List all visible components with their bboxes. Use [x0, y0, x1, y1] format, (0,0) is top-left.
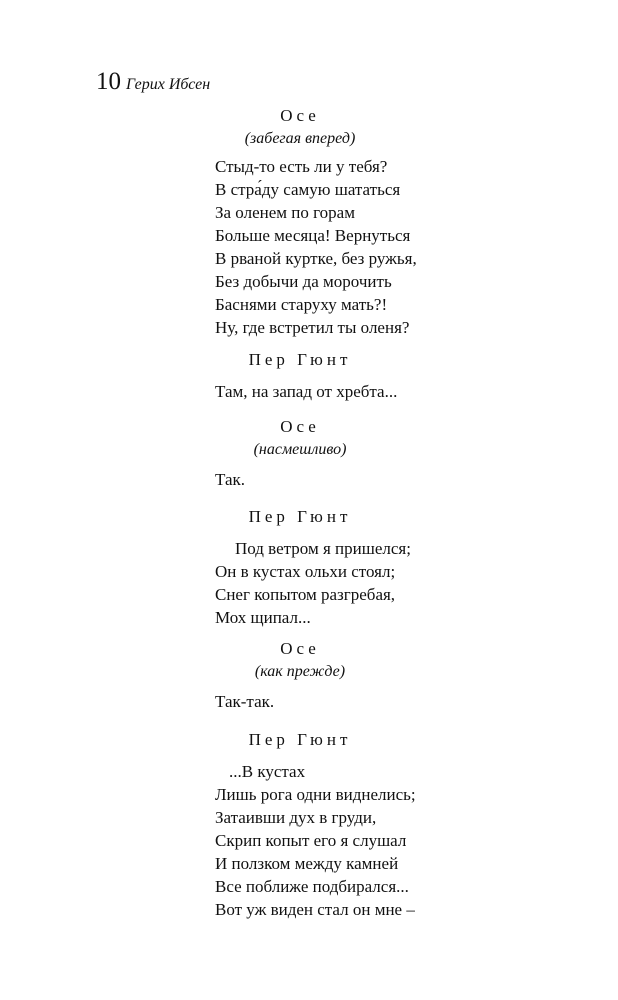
- running-head: [96, 68, 210, 96]
- speaker-name: Пер Гюнт: [248, 350, 352, 369]
- verse-line: Без добычи да морочить: [215, 272, 392, 291]
- verse-line: Все поближе подбирался...: [215, 877, 409, 896]
- verse-line: Мох щипал...: [215, 608, 311, 627]
- verse-line: Под ветром я пришелся;: [235, 539, 411, 558]
- verse-line: Больше месяца! Вернуться: [215, 226, 411, 245]
- verse-line: Скрип копыт его я слушал: [215, 831, 407, 850]
- stage-direction: (насмешливо): [253, 441, 347, 458]
- verse-lines: [215, 537, 411, 629]
- verse-line: Там, на запад от хребта...: [215, 382, 398, 401]
- stage-direction: (забегая вперед): [244, 130, 356, 147]
- verse-line: ...В кустах: [229, 762, 306, 781]
- stage-direction: (как прежде): [254, 663, 346, 680]
- verse-line: Так-так.: [215, 692, 275, 711]
- verse-line: Ну, где встретил ты оленя?: [215, 318, 410, 337]
- speaker-name: Пер Гюнт: [248, 507, 352, 526]
- page-number: 10: [96, 68, 121, 95]
- verse-lines: [215, 380, 397, 403]
- verse-line: В стра́ду самую шататься: [215, 180, 401, 199]
- verse-line: Вот уж виден стал он мне –: [215, 900, 415, 919]
- verse-lines: [215, 155, 417, 339]
- verse-line: Затаивши дух в груди,: [215, 808, 377, 827]
- verse-line: В рваной куртке, без ружья,: [215, 249, 417, 268]
- speaker-name: Осе: [280, 417, 320, 436]
- verse-line: Лишь рога одни виднелись;: [215, 785, 416, 804]
- verse-lines: [215, 468, 245, 491]
- running-title: Герих Ибсен: [126, 76, 211, 93]
- verse-line: Баснями старуху мать?!: [215, 295, 388, 314]
- verse-line: Стыд-то есть ли у тебя?: [215, 157, 388, 176]
- verse-line: Так.: [215, 470, 246, 489]
- speaker-name: Осе: [280, 639, 320, 658]
- verse-lines: [215, 690, 274, 713]
- speaker-name: Пер Гюнт: [248, 730, 352, 749]
- verse-line: И ползком между камней: [215, 854, 399, 873]
- speaker-name: Осе: [280, 106, 320, 125]
- verse-line: За оленем по горам: [215, 203, 355, 222]
- verse-lines: [215, 760, 416, 921]
- verse-line: Снег копытом разгребая,: [215, 585, 396, 604]
- verse-line: Он в кустах ольхи стоял;: [215, 562, 396, 581]
